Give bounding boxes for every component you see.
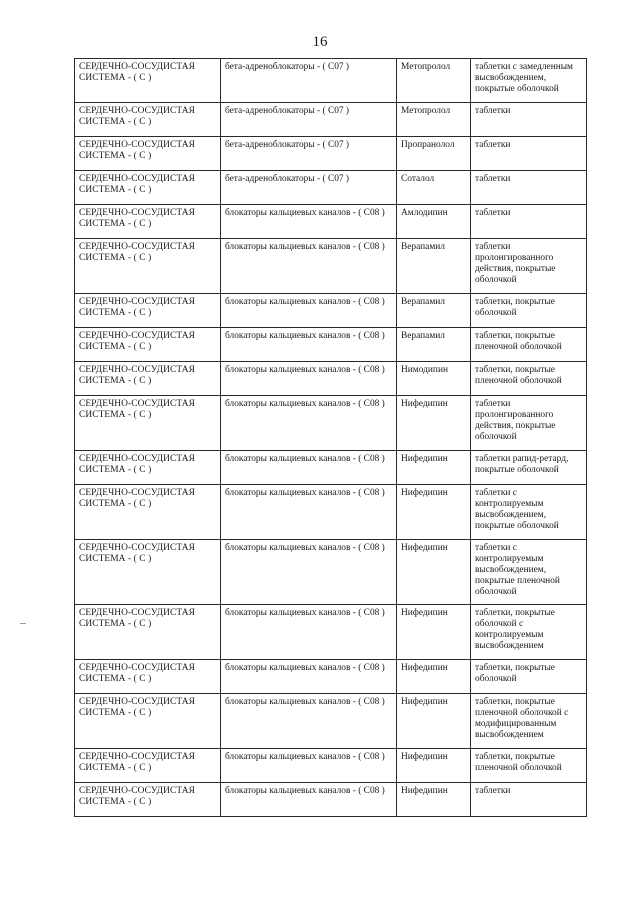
pharmacological-group-cell: блокаторы кальциевых каналов - ( С08 )	[221, 783, 397, 817]
table-row	[75, 239, 587, 294]
dosage-form-cell: таблетки, покрытые пленочной оболочкой	[471, 749, 587, 783]
dosage-form-cell: таблетки рапид-ретард, покрытые оболочкой	[471, 451, 587, 485]
table-row	[75, 660, 587, 694]
pharmacological-group-cell: блокаторы кальциевых каналов - ( С08 )	[221, 660, 397, 694]
dosage-form-cell: таблетки, покрытые пленочной оболочкой	[471, 362, 587, 396]
dosage-form-cell: таблетки пролонгированного действия, покрытые оболочкой	[471, 396, 587, 451]
dosage-form-cell: таблетки, покрытые оболочкой	[471, 294, 587, 328]
table-row	[75, 396, 587, 451]
table-row	[75, 451, 587, 485]
pharmacological-group-cell: блокаторы кальциевых каналов - ( С08 )	[221, 239, 397, 294]
drug-registry-table	[74, 58, 587, 817]
active-substance-cell: Нифедипин	[397, 485, 471, 540]
table-row	[75, 485, 587, 540]
dosage-form-cell: таблетки, покрытые пленочной оболочкой	[471, 328, 587, 362]
pharmacological-group-cell: блокаторы кальциевых каналов - ( С08 )	[221, 205, 397, 239]
system-cell: СЕРДЕЧНО-СОСУДИСТАЯ СИСТЕМА - ( С )	[75, 396, 221, 451]
dosage-form-cell: таблетки	[471, 137, 587, 171]
dosage-form-cell: таблетки с замедленным высвобождением, покрытые оболочкой	[471, 59, 587, 103]
scan-margin-mark	[20, 623, 26, 624]
system-cell: СЕРДЕЧНО-СОСУДИСТАЯ СИСТЕМА - ( С )	[75, 749, 221, 783]
dosage-form-cell: таблетки, покрытые оболочкой	[471, 660, 587, 694]
table-row	[75, 59, 587, 103]
table-body	[75, 59, 587, 817]
system-cell: СЕРДЕЧНО-СОСУДИСТАЯ СИСТЕМА - ( С )	[75, 137, 221, 171]
pharmacological-group-cell: блокаторы кальциевых каналов - ( С08 )	[221, 694, 397, 749]
system-cell: СЕРДЕЧНО-СОСУДИСТАЯ СИСТЕМА - ( С )	[75, 485, 221, 540]
table-row	[75, 328, 587, 362]
active-substance-cell: Пропранолол	[397, 137, 471, 171]
pharmacological-group-cell: блокаторы кальциевых каналов - ( С08 )	[221, 540, 397, 605]
active-substance-cell: Верапамил	[397, 328, 471, 362]
system-cell: СЕРДЕЧНО-СОСУДИСТАЯ СИСТЕМА - ( С )	[75, 205, 221, 239]
system-cell: СЕРДЕЧНО-СОСУДИСТАЯ СИСТЕМА - ( С )	[75, 783, 221, 817]
pharmacological-group-cell: блокаторы кальциевых каналов - ( С08 )	[221, 396, 397, 451]
system-cell: СЕРДЕЧНО-СОСУДИСТАЯ СИСТЕМА - ( С )	[75, 451, 221, 485]
active-substance-cell: Метопролол	[397, 103, 471, 137]
active-substance-cell: Нифедипин	[397, 540, 471, 605]
active-substance-cell: Нифедипин	[397, 396, 471, 451]
dosage-form-cell: таблетки, покрытые оболочкой с контролируемым высвобождением	[471, 605, 587, 660]
system-cell: СЕРДЕЧНО-СОСУДИСТАЯ СИСТЕМА - ( С )	[75, 171, 221, 205]
active-substance-cell: Метопролол	[397, 59, 471, 103]
system-cell: СЕРДЕЧНО-СОСУДИСТАЯ СИСТЕМА - ( С )	[75, 328, 221, 362]
pharmacological-group-cell: бета-адреноблокаторы - ( С07 )	[221, 59, 397, 103]
table-row	[75, 540, 587, 605]
system-cell: СЕРДЕЧНО-СОСУДИСТАЯ СИСТЕМА - ( С )	[75, 540, 221, 605]
table-row	[75, 294, 587, 328]
pharmacological-group-cell: бета-адреноблокаторы - ( С07 )	[221, 171, 397, 205]
active-substance-cell: Нифедипин	[397, 660, 471, 694]
dosage-form-cell: таблетки с контролируемым высвобождением, покрытые оболочкой	[471, 485, 587, 540]
pharmacological-group-cell: блокаторы кальциевых каналов - ( С08 )	[221, 605, 397, 660]
pharmacological-group-cell: бета-адреноблокаторы - ( С07 )	[221, 103, 397, 137]
system-cell: СЕРДЕЧНО-СОСУДИСТАЯ СИСТЕМА - ( С )	[75, 605, 221, 660]
pharmacological-group-cell: блокаторы кальциевых каналов - ( С08 )	[221, 294, 397, 328]
dosage-form-cell: таблетки, покрытые пленочной оболочкой с модифицированным высвобождением	[471, 694, 587, 749]
system-cell: СЕРДЕЧНО-СОСУДИСТАЯ СИСТЕМА - ( С )	[75, 59, 221, 103]
pharmacological-group-cell: блокаторы кальциевых каналов - ( С08 )	[221, 328, 397, 362]
system-cell: СЕРДЕЧНО-СОСУДИСТАЯ СИСТЕМА - ( С )	[75, 103, 221, 137]
active-substance-cell: Верапамил	[397, 294, 471, 328]
table-row	[75, 137, 587, 171]
active-substance-cell: Верапамил	[397, 239, 471, 294]
pharmacological-group-cell: блокаторы кальциевых каналов - ( С08 )	[221, 485, 397, 540]
pharmacological-group-cell: блокаторы кальциевых каналов - ( С08 )	[221, 749, 397, 783]
active-substance-cell: Нифедипин	[397, 451, 471, 485]
dosage-form-cell: таблетки пролонгированного действия, покрытые оболочкой	[471, 239, 587, 294]
system-cell: СЕРДЕЧНО-СОСУДИСТАЯ СИСТЕМА - ( С )	[75, 362, 221, 396]
table-row	[75, 783, 587, 817]
active-substance-cell: Нифедипин	[397, 783, 471, 817]
dosage-form-cell: таблетки	[471, 103, 587, 137]
system-cell: СЕРДЕЧНО-СОСУДИСТАЯ СИСТЕМА - ( С )	[75, 294, 221, 328]
active-substance-cell: Нифедипин	[397, 605, 471, 660]
active-substance-cell: Нимодипин	[397, 362, 471, 396]
table-row	[75, 749, 587, 783]
table-row	[75, 103, 587, 137]
pharmacological-group-cell: блокаторы кальциевых каналов - ( С08 )	[221, 451, 397, 485]
active-substance-cell: Амлодипин	[397, 205, 471, 239]
dosage-form-cell: таблетки	[471, 171, 587, 205]
dosage-form-cell: таблетки с контролируемым высвобождением, покрытые пленочной оболочкой	[471, 540, 587, 605]
active-substance-cell: Соталол	[397, 171, 471, 205]
table-row	[75, 205, 587, 239]
table-row	[75, 694, 587, 749]
page-number: 16	[312, 34, 328, 50]
table-row	[75, 171, 587, 205]
active-substance-cell: Нифедипин	[397, 749, 471, 783]
pharmacological-group-cell: блокаторы кальциевых каналов - ( С08 )	[221, 362, 397, 396]
pharmacological-group-cell: бета-адреноблокаторы - ( С07 )	[221, 137, 397, 171]
system-cell: СЕРДЕЧНО-СОСУДИСТАЯ СИСТЕМА - ( С )	[75, 239, 221, 294]
system-cell: СЕРДЕЧНО-СОСУДИСТАЯ СИСТЕМА - ( С )	[75, 660, 221, 694]
system-cell: СЕРДЕЧНО-СОСУДИСТАЯ СИСТЕМА - ( С )	[75, 694, 221, 749]
table-row	[75, 362, 587, 396]
table-row	[75, 605, 587, 660]
dosage-form-cell: таблетки	[471, 205, 587, 239]
dosage-form-cell: таблетки	[471, 783, 587, 817]
active-substance-cell: Нифедипин	[397, 694, 471, 749]
